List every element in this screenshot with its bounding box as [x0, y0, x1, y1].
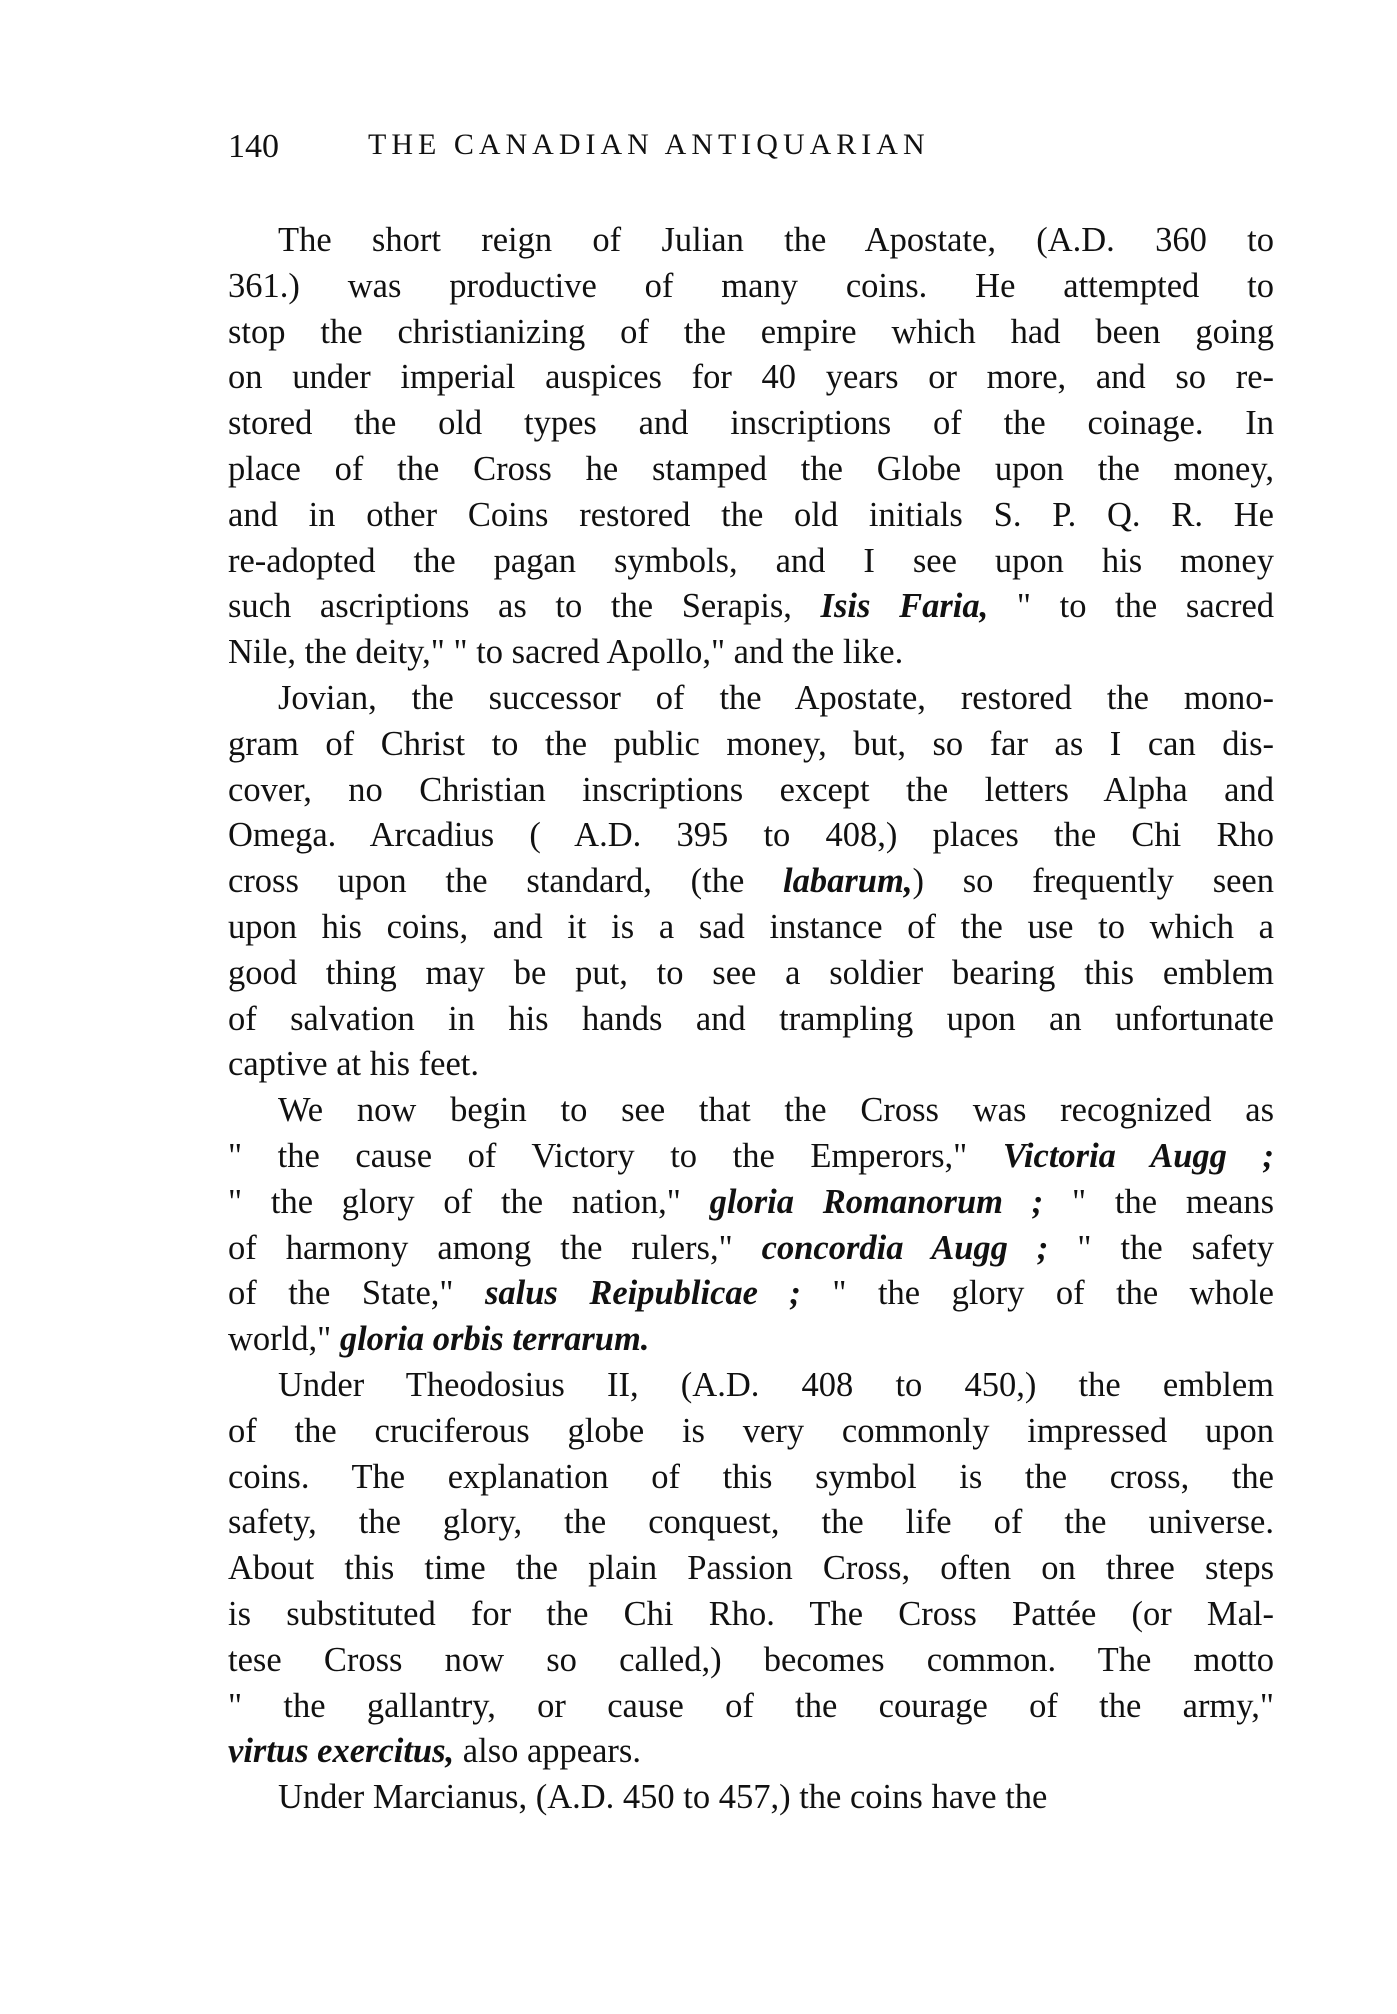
text-line	[228, 768, 1274, 814]
text-line	[228, 1729, 1274, 1775]
text-segment: good thing may be put, to see a soldier bearing this emblem	[228, 953, 1274, 992]
text-segment: world,"	[228, 1320, 340, 1359]
text-segment: Under Marcianus, (A.D. 450 to 457,) the coins have the	[278, 1778, 1048, 1817]
text-segment: cross upon the standard, (the	[228, 862, 784, 901]
latin-inscription: virtus exercitus,	[228, 1732, 455, 1771]
text-segment: place of the Cross he stamped the Globe upon the money,	[228, 449, 1274, 488]
text-segment: captive at his feet.	[228, 1045, 479, 1084]
text-segment: on under imperial auspices for 40 years or more, and so re-	[228, 358, 1274, 397]
text-line	[228, 493, 1274, 539]
body-text	[228, 218, 1274, 1821]
text-segment: 361.) was productive of many coins. He attempted to	[228, 266, 1274, 305]
text-line	[228, 264, 1274, 310]
text-line	[228, 1180, 1274, 1226]
text-line	[228, 1684, 1274, 1730]
text-segment: upon his coins, and it is a sad instance of the use to which a	[228, 907, 1274, 946]
page-header	[228, 128, 1278, 178]
running-title: THE CANADIAN ANTIQUARIAN	[368, 128, 930, 161]
text-segment: stop the christianizing of the empire which had been going	[228, 312, 1274, 351]
text-segment: tese Cross now so called,) becomes common. The motto	[228, 1640, 1274, 1679]
latin-inscription: salus Reipublicae ;	[484, 1274, 801, 1313]
latin-inscription: Isis Faria,	[820, 587, 989, 626]
text-segment: Nile, the deity," " to sacred Apollo," and the like.	[228, 633, 904, 672]
text-segment: " the cause of Victory to the Emperors,"	[228, 1136, 1003, 1175]
text-segment: " the glory of the nation,"	[228, 1182, 710, 1221]
text-line	[228, 1775, 1274, 1821]
text-line	[228, 859, 1274, 905]
text-line	[228, 401, 1274, 447]
text-segment: We now begin to see that the Cross was recognized as	[278, 1091, 1274, 1130]
text-line	[228, 310, 1274, 356]
text-line	[228, 1317, 1274, 1363]
page-number: 140	[228, 128, 279, 165]
text-segment: of the cruciferous globe is very commonly impressed upon	[228, 1411, 1274, 1450]
text-line	[228, 1500, 1274, 1546]
text-segment: The short reign of Julian the Apostate, (A.D. 360 to	[278, 221, 1274, 259]
latin-inscription: concordia Augg ;	[761, 1228, 1049, 1267]
text-segment: of the State,"	[228, 1274, 485, 1313]
text-line	[228, 676, 1274, 722]
text-line	[228, 355, 1274, 401]
text-line	[228, 584, 1274, 630]
text-segment: gram of Christ to the public money, but, so far as I can dis-	[228, 724, 1274, 763]
text-segment: " the glory of the whole	[800, 1274, 1274, 1313]
text-line	[228, 1592, 1274, 1638]
text-segment: and in other Coins restored the old initials S. P. Q. R. He	[228, 495, 1274, 534]
text-segment: " to the sacred	[988, 587, 1274, 626]
text-line	[228, 1455, 1274, 1501]
text-segment: safety, the glory, the conquest, the life of the universe.	[228, 1503, 1274, 1542]
text-segment: ) so frequently seen	[912, 862, 1274, 901]
text-segment: About this time the plain Passion Cross, often on three steps	[228, 1549, 1274, 1588]
text-segment: Omega. Arcadius ( A.D. 395 to 408,) places the Chi Rho	[228, 816, 1274, 855]
text-segment: Jovian, the successor of the Apostate, restored the mono-	[278, 678, 1274, 717]
text-line	[228, 722, 1274, 768]
text-line	[228, 1042, 1274, 1088]
text-line	[228, 813, 1274, 859]
text-line	[228, 905, 1274, 951]
text-segment: " the safety	[1048, 1228, 1274, 1267]
text-segment: Under Theodosius II, (A.D. 408 to 450,) the emblem	[278, 1365, 1274, 1404]
text-line	[228, 539, 1274, 585]
latin-inscription: gloria Romanorum ;	[709, 1182, 1044, 1221]
text-segment: stored the old types and inscriptions of the coinage. In	[228, 404, 1274, 443]
latin-inscription: Victoria Augg ;	[1002, 1136, 1274, 1175]
text-line	[228, 1546, 1274, 1592]
text-segment: of salvation in his hands and trampling upon an unfortunate	[228, 999, 1274, 1038]
text-line	[228, 997, 1274, 1043]
text-segment: of harmony among the rulers,"	[228, 1228, 762, 1267]
text-line	[228, 1638, 1274, 1684]
text-segment: " the means	[1043, 1182, 1274, 1221]
text-line	[228, 951, 1274, 997]
text-line	[228, 447, 1274, 493]
text-line	[228, 1271, 1274, 1317]
text-segment: cover, no Christian inscriptions except the letters Alpha and	[228, 770, 1274, 809]
text-segment: is substituted for the Chi Rho. The Cross Pattée (or Mal-	[228, 1594, 1274, 1633]
text-line	[228, 1134, 1274, 1180]
latin-inscription: labarum,	[783, 862, 913, 901]
text-line	[228, 630, 1274, 676]
text-segment: also appears.	[454, 1732, 641, 1771]
text-line	[228, 1088, 1274, 1134]
text-line	[228, 218, 1274, 264]
text-line	[228, 1226, 1274, 1272]
text-line	[228, 1409, 1274, 1455]
text-line	[228, 1363, 1274, 1409]
text-segment: coins. The explanation of this symbol is the cross, the	[228, 1457, 1274, 1496]
text-segment: " the gallantry, or cause of the courage of the army,"	[228, 1686, 1274, 1725]
text-segment: re-adopted the pagan symbols, and I see upon his money	[228, 541, 1274, 580]
latin-inscription: gloria orbis terrarum.	[339, 1320, 650, 1359]
text-segment: such ascriptions as to the Serapis,	[228, 587, 821, 626]
